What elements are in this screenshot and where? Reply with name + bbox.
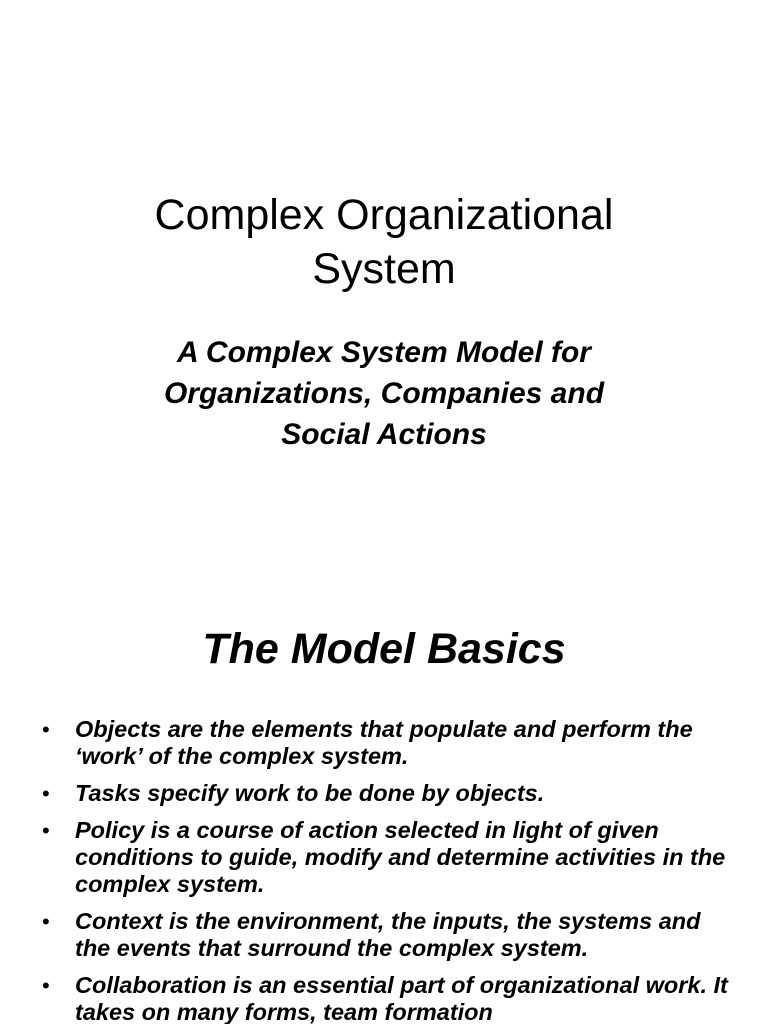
bullet-dot-icon: • (42, 781, 50, 806)
bullet-item-collaboration (0, 972, 768, 1024)
content-slide (0, 560, 768, 1024)
bullet-dot-icon: • (42, 818, 50, 843)
bullet-text: Tasks specify work to be done by objects. (75, 780, 545, 806)
content-title: The Model Basics (202, 625, 566, 673)
bullet-dot-icon: • (42, 909, 50, 934)
bullet-dot-icon: • (42, 973, 50, 998)
bullet-item-policy (0, 817, 768, 898)
slide-title: Complex Organizational System (154, 191, 614, 293)
slide-subtitle: A Complex System Model for Organizations, Companies and Social Actions (163, 336, 605, 451)
bullet-text: Collaboration is an essential part of organizational work. It takes on many forms, team formation (75, 972, 728, 1024)
bullet-text: Context is the environment, the inputs, the systems and the events that surround the complex system. (75, 908, 701, 961)
bullet-item-context (0, 908, 768, 962)
bullet-text: Objects are the elements that populate and perform the ‘work’ of the complex system. (75, 716, 693, 769)
bullet-dot-icon: • (42, 717, 50, 742)
bullet-text: Policy is a course of action selected in light of given conditions to guide, modify and determine activities in the complex system. (75, 817, 726, 897)
bullet-list (0, 716, 768, 1024)
bullet-item-objects (0, 716, 768, 770)
bullet-item-tasks (0, 780, 768, 807)
